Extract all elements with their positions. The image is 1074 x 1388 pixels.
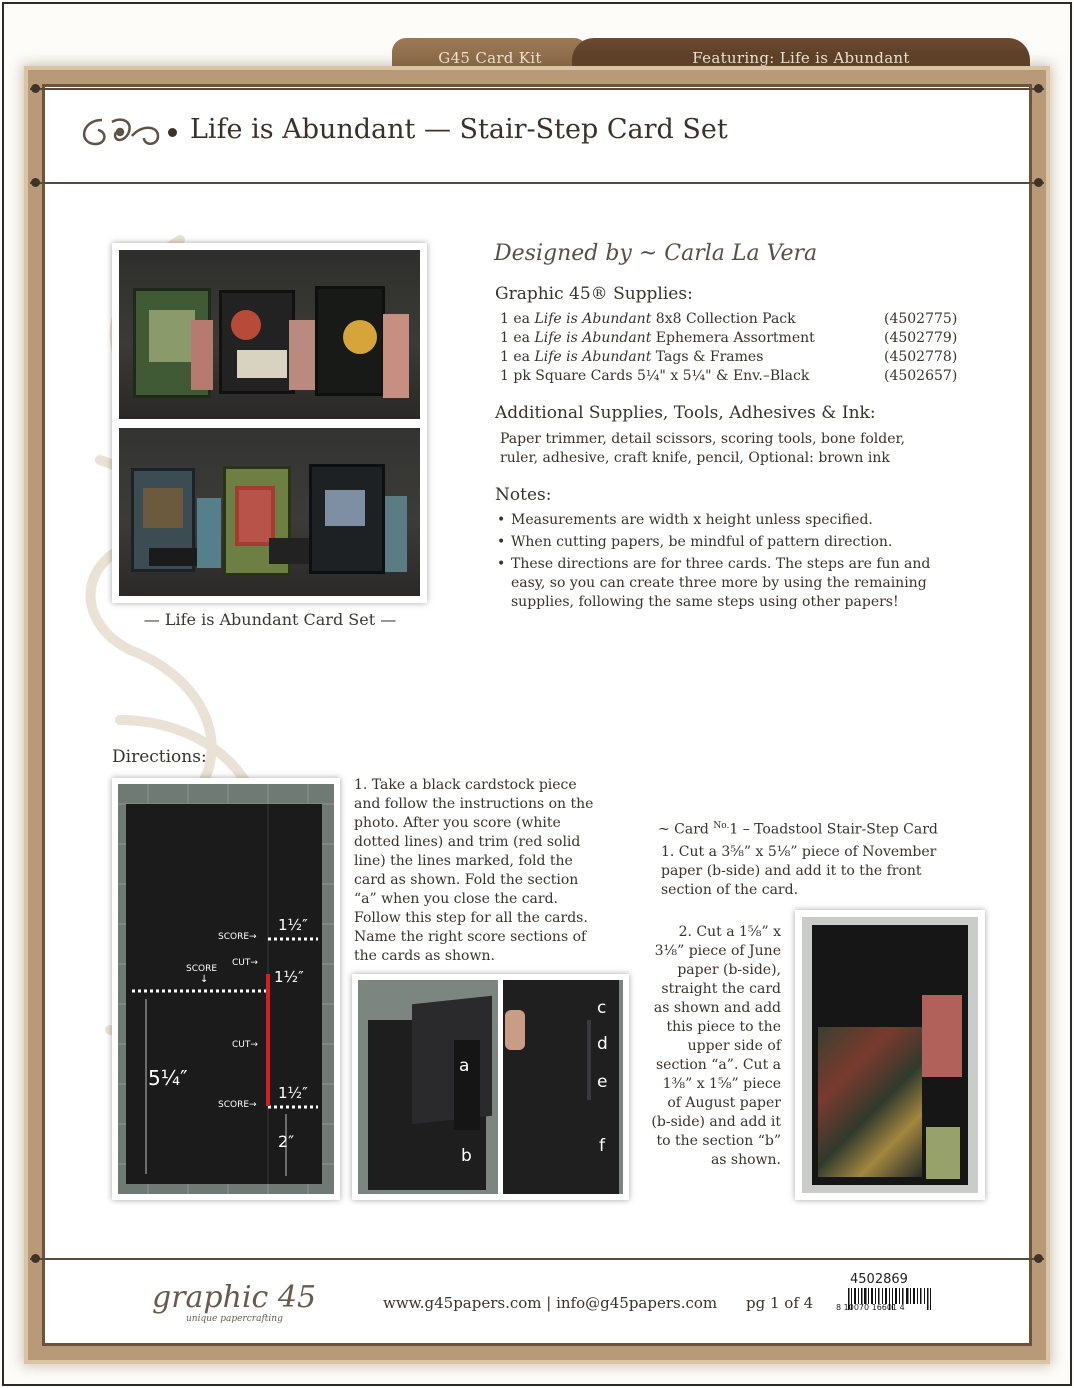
card1-step1: 1. Cut a 3⅝” x 5⅛” piece of November paper (b-side) and add it to the front section of the card. — [661, 844, 937, 898]
rivet-icon — [31, 84, 40, 93]
supply-code: (4502657) — [884, 368, 958, 384]
step1-text: 1. Take a black cardstock piece and follow the instructions on the photo. After you score (white dotted lines) and trim (red solid line) the lines marked, fold the card as shown. Fold the section “a” when you close the card. Follow this step for all the cards. Name the right score sections of the cards as shown. — [354, 777, 594, 964]
supply-desc: Square Cards 5¼" x 5¼" & Env.–Black — [535, 368, 810, 384]
score-label: SCORE→ — [218, 932, 257, 942]
supply-code: (4502779) — [884, 330, 958, 346]
note-text: Measurements are width x height unless specified. — [511, 512, 873, 528]
note-text: When cutting papers, be mindful of pattern direction. — [511, 534, 893, 550]
supply-qty: 1 ea — [500, 330, 530, 346]
supply-item — [500, 368, 809, 384]
title-flourish-icon — [72, 112, 164, 152]
supply-desc: Ephemera Assortment — [655, 330, 815, 346]
supply-name: Life is Abundant — [534, 330, 652, 346]
fold-letter: a — [459, 1056, 470, 1076]
arrow-down-icon: ↓ — [200, 974, 209, 985]
card1-number-mark: No. — [713, 821, 730, 831]
fold-photo-c-f — [503, 980, 623, 1194]
card1-title-suffix: 1 – Toadstool Stair-Step Card — [729, 821, 938, 838]
supply-code: (4502775) — [884, 311, 958, 327]
supplies-heading: Graphic 45® Supplies: — [495, 284, 693, 304]
sku-number: 4502869 — [850, 1272, 908, 1287]
supply-item — [500, 330, 815, 346]
supply-name: Life is Abundant — [534, 349, 652, 365]
additional-heading: Additional Supplies, Tools, Adhesives & Ink: — [495, 403, 876, 423]
cutting-mat-grid — [118, 784, 334, 1194]
additional-line: ruler, adhesive, craft knife, pencil, Optional: brown ink — [500, 450, 890, 466]
supply-desc: Tags & Frames — [655, 349, 764, 365]
directions-heading: Directions: — [112, 747, 207, 767]
page-title: Life is Abundant — Stair-Step Card Set — [190, 114, 728, 145]
hero-photo-top — [119, 250, 420, 419]
supply-name: Life is Abundant — [534, 311, 652, 327]
supply-qty: 1 pk — [500, 368, 531, 384]
fold-letter: d — [597, 1034, 608, 1054]
fold-letter: f — [599, 1136, 605, 1156]
dimension-label: 2″ — [278, 1132, 295, 1151]
footer-links[interactable]: www.g45papers.com | info@g45papers.com — [383, 1294, 718, 1312]
card1-title — [658, 817, 938, 840]
cut-label: CUT→ — [232, 1040, 258, 1050]
footer-rule — [30, 1258, 1044, 1260]
barcode-digits: 8 10070 16601 4 — [836, 1303, 905, 1312]
supply-item — [500, 349, 763, 365]
brand-tagline: unique papercrafting — [186, 1314, 283, 1324]
card1-title-prefix: ~ Card — [658, 821, 709, 838]
rivet-icon — [1034, 84, 1043, 93]
fold-letter: c — [597, 998, 607, 1018]
supply-desc: 8x8 Collection Pack — [655, 311, 796, 327]
score-label: SCORE — [186, 964, 218, 974]
card1-step2: 2. Cut a 1⅝” x 3⅛” piece of June paper (b-side), straight the card as shown and add this piece to the upper side of section “a”. Cut a 1⅜” x 1⅝” piece of August paper (b-side) and add it to the section “b” as shown. — [651, 924, 781, 1168]
rivet-icon — [31, 178, 40, 187]
tab-card-kit: G45 Card Kit — [392, 38, 588, 82]
cut-label: CUT→ — [232, 958, 258, 968]
step1-photo — [118, 784, 334, 1194]
header-rule-bottom — [30, 182, 1044, 184]
tab-featuring: Featuring: Life is Abundant — [572, 38, 1030, 82]
dimension-label: 1½″ — [274, 968, 304, 986]
rivet-icon — [31, 1254, 40, 1263]
title-bullet — [168, 128, 177, 137]
supply-item — [500, 311, 796, 327]
dimension-label: 1½″ — [278, 1084, 308, 1102]
brand-logo: graphic 45 — [152, 1280, 317, 1315]
dimension-label: 1½″ — [278, 916, 308, 934]
hero-caption: — Life is Abundant Card Set — — [143, 610, 397, 629]
fold-letter: e — [597, 1072, 608, 1092]
notes-heading: Notes: — [495, 485, 552, 505]
note-item: • When cutting papers, be mindful of pattern direction. — [497, 533, 967, 552]
supply-code: (4502778) — [884, 349, 958, 365]
score-label: SCORE→ — [218, 1100, 257, 1110]
rivet-icon — [1034, 1254, 1043, 1263]
page-number: pg 1 of 4 — [746, 1294, 814, 1312]
note-item: • Measurements are width x height unless specified. — [497, 511, 967, 530]
note-text: These directions are for three cards. The steps are fun and easy, so you can create three more by using the remaining supplies, following the same steps using other papers! — [511, 556, 931, 610]
hero-photo-bottom — [119, 428, 420, 596]
designed-by: Designed by ~ Carla La Vera — [494, 241, 818, 266]
header-rule-top — [30, 88, 1044, 90]
dimension-label: 5¼″ — [148, 1066, 188, 1090]
supply-qty: 1 ea — [500, 349, 530, 365]
supply-qty: 1 ea — [500, 311, 530, 327]
card1-photo — [802, 917, 978, 1193]
additional-line: Paper trimmer, detail scissors, scoring tools, bone folder, — [500, 431, 906, 447]
fold-letter: b — [461, 1146, 472, 1166]
fold-photo-a-b — [358, 980, 498, 1194]
rivet-icon — [1034, 178, 1043, 187]
note-item: • These directions are for three cards. The steps are fun and easy, so you can create three more by using the remaining supplies, following the same steps using other papers! — [497, 555, 957, 612]
